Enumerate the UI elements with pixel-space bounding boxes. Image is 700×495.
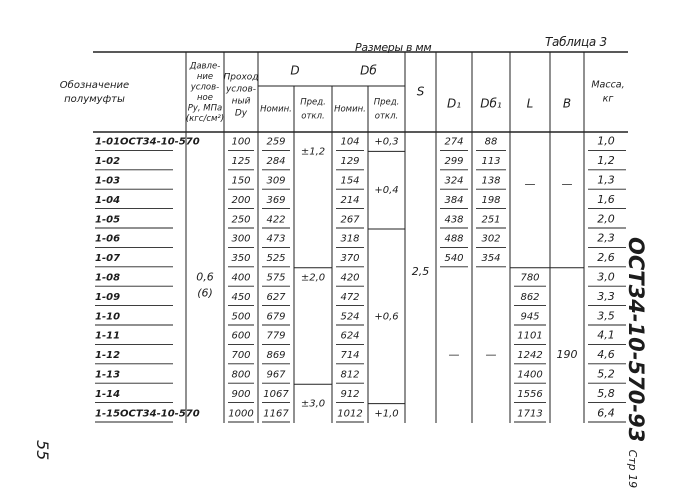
d-nominal-cell: 679 xyxy=(266,311,286,323)
b-header: B xyxy=(562,96,572,111)
d-deviation-header: Пред. xyxy=(300,97,326,108)
db-deviation-header: Пред. xyxy=(373,97,400,108)
db-nominal-cell: 129 xyxy=(340,156,360,168)
bore-header: Проход xyxy=(223,72,259,83)
d-nominal-cell: 369 xyxy=(266,194,286,206)
pressure-value: 0,6 xyxy=(196,270,214,284)
bore-cell: 100 xyxy=(231,136,251,148)
mass-cell: 1,2 xyxy=(597,154,615,168)
db1-dash: — xyxy=(485,348,497,362)
d-nominal-cell: 525 xyxy=(266,253,286,265)
db-nominal-cell: 214 xyxy=(340,194,360,206)
designation-cell: 1-11 xyxy=(95,330,121,342)
designation-cell: 1-04 xyxy=(95,194,121,206)
bore-cell: 150 xyxy=(231,175,251,187)
db-nominal-cell: 472 xyxy=(340,291,360,303)
d-nominal-cell: 869 xyxy=(266,350,286,362)
bore-cell: 200 xyxy=(231,194,251,206)
pressure-header: Ру, МПа xyxy=(187,103,223,114)
d-nominal-cell: 967 xyxy=(266,369,286,381)
sizes-caption: Размеры в мм xyxy=(355,41,432,54)
d1-header: D₁ xyxy=(446,96,462,111)
d1-dash: — xyxy=(448,348,460,362)
db-deviation-value: +0,6 xyxy=(374,311,399,323)
db1-cell: 354 xyxy=(481,253,501,265)
bore-header: ный xyxy=(231,96,251,107)
mass-cell: 2,6 xyxy=(597,251,615,265)
s-header: S xyxy=(416,84,425,99)
mass-cell: 5,2 xyxy=(597,367,615,381)
pressure-value: (6) xyxy=(197,286,213,300)
d-nominal-cell: 422 xyxy=(266,214,286,226)
designation-cell: 1-02 xyxy=(95,156,121,168)
db1-cell: 198 xyxy=(481,194,501,206)
d-nominal-cell: 1067 xyxy=(263,388,289,400)
designation-cell: 1-06 xyxy=(95,233,121,245)
l-cell: 945 xyxy=(520,311,540,323)
bore-cell: 400 xyxy=(231,272,251,284)
mass-cell: 6,4 xyxy=(597,406,615,420)
d-header: D xyxy=(290,63,300,78)
bore-cell: 500 xyxy=(231,311,251,323)
db-deviation-value: +1,0 xyxy=(374,408,399,420)
designation-header: Обозначение xyxy=(59,80,130,91)
db-nominal-cell: 154 xyxy=(340,175,360,187)
db-nominal-cell: 714 xyxy=(340,350,360,362)
db1-cell: 302 xyxy=(481,233,501,245)
designation-cell: 1-01ОСТ34-10-570 xyxy=(95,136,200,148)
d1-cell: 299 xyxy=(444,156,464,168)
db-nominal-cell: 912 xyxy=(340,388,360,400)
designation-cell: 1-07 xyxy=(95,253,121,265)
db-nominal-cell: 370 xyxy=(340,253,360,265)
designation-cell: 1-12 xyxy=(95,350,121,362)
d-nominal-cell: 575 xyxy=(266,272,286,284)
d-nominal-cell: 309 xyxy=(266,175,286,187)
designation-header: полумуфты xyxy=(64,94,125,105)
d-deviation-value: ±3,0 xyxy=(300,398,326,410)
d1-cell: 384 xyxy=(444,194,464,206)
sheet-label: Стр 19 xyxy=(626,449,639,489)
pressure-header: ное xyxy=(197,92,213,103)
db1-cell: 113 xyxy=(481,156,501,168)
designation-cell: 1-08 xyxy=(95,272,121,284)
l-dash: — xyxy=(524,177,536,191)
mass-header: кг xyxy=(602,93,614,105)
bore-cell: 1000 xyxy=(228,408,254,420)
mass-cell: 3,5 xyxy=(597,309,615,323)
d1-cell: 324 xyxy=(444,175,464,187)
db-nominal-cell: 812 xyxy=(340,369,360,381)
bore-cell: 300 xyxy=(231,233,251,245)
l-cell: 862 xyxy=(520,291,540,303)
bore-cell: 600 xyxy=(231,330,251,342)
d-nominal-cell: 627 xyxy=(266,291,286,303)
db1-cell: 251 xyxy=(481,214,501,226)
db-nominal-cell: 104 xyxy=(340,136,360,148)
db-deviation-header: откл. xyxy=(374,111,399,122)
designation-cell: 1-14 xyxy=(95,388,121,400)
db-header: Dб xyxy=(360,63,377,78)
d-nominal-header: Номин. xyxy=(260,104,292,115)
mass-cell: 1,0 xyxy=(597,134,615,148)
mass-cell: 4,1 xyxy=(597,328,615,342)
d1-cell: 540 xyxy=(444,253,464,265)
db-nominal-cell: 524 xyxy=(340,311,360,323)
d-nominal-cell: 1167 xyxy=(263,408,289,420)
db1-header: Dб₁ xyxy=(480,96,502,111)
mass-cell: 3,0 xyxy=(597,270,615,284)
db-deviation-value: +0,3 xyxy=(374,136,399,148)
pressure-header: Давле- xyxy=(189,61,221,72)
bore-cell: 250 xyxy=(231,214,251,226)
table-caption: Таблица 3 xyxy=(545,35,607,49)
mass-cell: 1,3 xyxy=(597,173,615,187)
mass-cell: 5,8 xyxy=(597,386,615,400)
designation-cell: 1-10 xyxy=(95,311,121,323)
db1-cell: 138 xyxy=(481,175,501,187)
db-deviation-value: +0,4 xyxy=(374,185,399,197)
s-value: 2,5 xyxy=(411,264,430,278)
designation-cell: 1-09 xyxy=(95,291,121,303)
db-nominal-cell: 624 xyxy=(340,330,360,342)
l-header: L xyxy=(526,96,534,111)
d1-cell: 438 xyxy=(444,214,464,226)
d1-cell: 488 xyxy=(444,233,464,245)
d-nominal-cell: 259 xyxy=(266,136,286,148)
mass-cell: 1,6 xyxy=(597,192,615,206)
pressure-header: услов- xyxy=(190,82,220,93)
designation-cell: 1-13 xyxy=(95,369,121,381)
page-number: 55 xyxy=(33,440,52,461)
designation-cell: 1-15ОСТ34-10-570 xyxy=(95,408,200,420)
bore-cell: 125 xyxy=(231,156,251,168)
bore-header: Dу xyxy=(234,108,248,119)
l-cell: 1713 xyxy=(517,408,543,420)
d-nominal-cell: 284 xyxy=(266,156,286,168)
bore-header: услов- xyxy=(225,84,257,95)
l-cell: 1242 xyxy=(517,350,543,362)
mass-header: Масса, xyxy=(591,79,625,91)
l-cell: 780 xyxy=(520,272,540,284)
bore-cell: 700 xyxy=(231,350,251,362)
standard-label: ОСТ34-10-570-93 xyxy=(624,237,648,443)
d-deviation-header: откл. xyxy=(301,111,325,122)
db-nominal-cell: 1012 xyxy=(337,408,363,420)
mass-cell: 3,3 xyxy=(597,289,615,303)
bore-cell: 900 xyxy=(231,388,251,400)
db-nominal-cell: 267 xyxy=(340,214,360,226)
db-nominal-cell: 318 xyxy=(340,233,360,245)
designation-cell: 1-03 xyxy=(95,175,121,187)
standard-number xyxy=(624,237,648,489)
mass-cell: 2,3 xyxy=(597,231,615,245)
d-nominal-cell: 473 xyxy=(266,233,286,245)
b-value: 190 xyxy=(556,348,578,362)
db-nominal-header: Номин. xyxy=(334,104,366,115)
mass-cell: 2,0 xyxy=(597,212,615,226)
designation-cell: 1-05 xyxy=(95,214,121,226)
d-nominal-cell: 779 xyxy=(266,330,286,342)
pressure-header: (кгс/см²) xyxy=(185,113,225,124)
db-nominal-cell: 420 xyxy=(340,272,360,284)
b-dash: — xyxy=(561,177,573,191)
d1-cell: 274 xyxy=(444,136,464,148)
pressure-header: ние xyxy=(196,71,214,82)
mass-cell: 4,6 xyxy=(597,348,615,362)
d-deviation-value: ±2,0 xyxy=(300,272,326,284)
db1-cell: 88 xyxy=(484,136,498,148)
l-cell: 1556 xyxy=(517,388,543,400)
l-cell: 1101 xyxy=(517,330,543,342)
d-deviation-value: ±1,2 xyxy=(300,146,326,158)
bore-cell: 450 xyxy=(231,291,251,303)
l-cell: 1400 xyxy=(517,369,543,381)
bore-cell: 350 xyxy=(231,253,251,265)
bore-cell: 800 xyxy=(231,369,251,381)
